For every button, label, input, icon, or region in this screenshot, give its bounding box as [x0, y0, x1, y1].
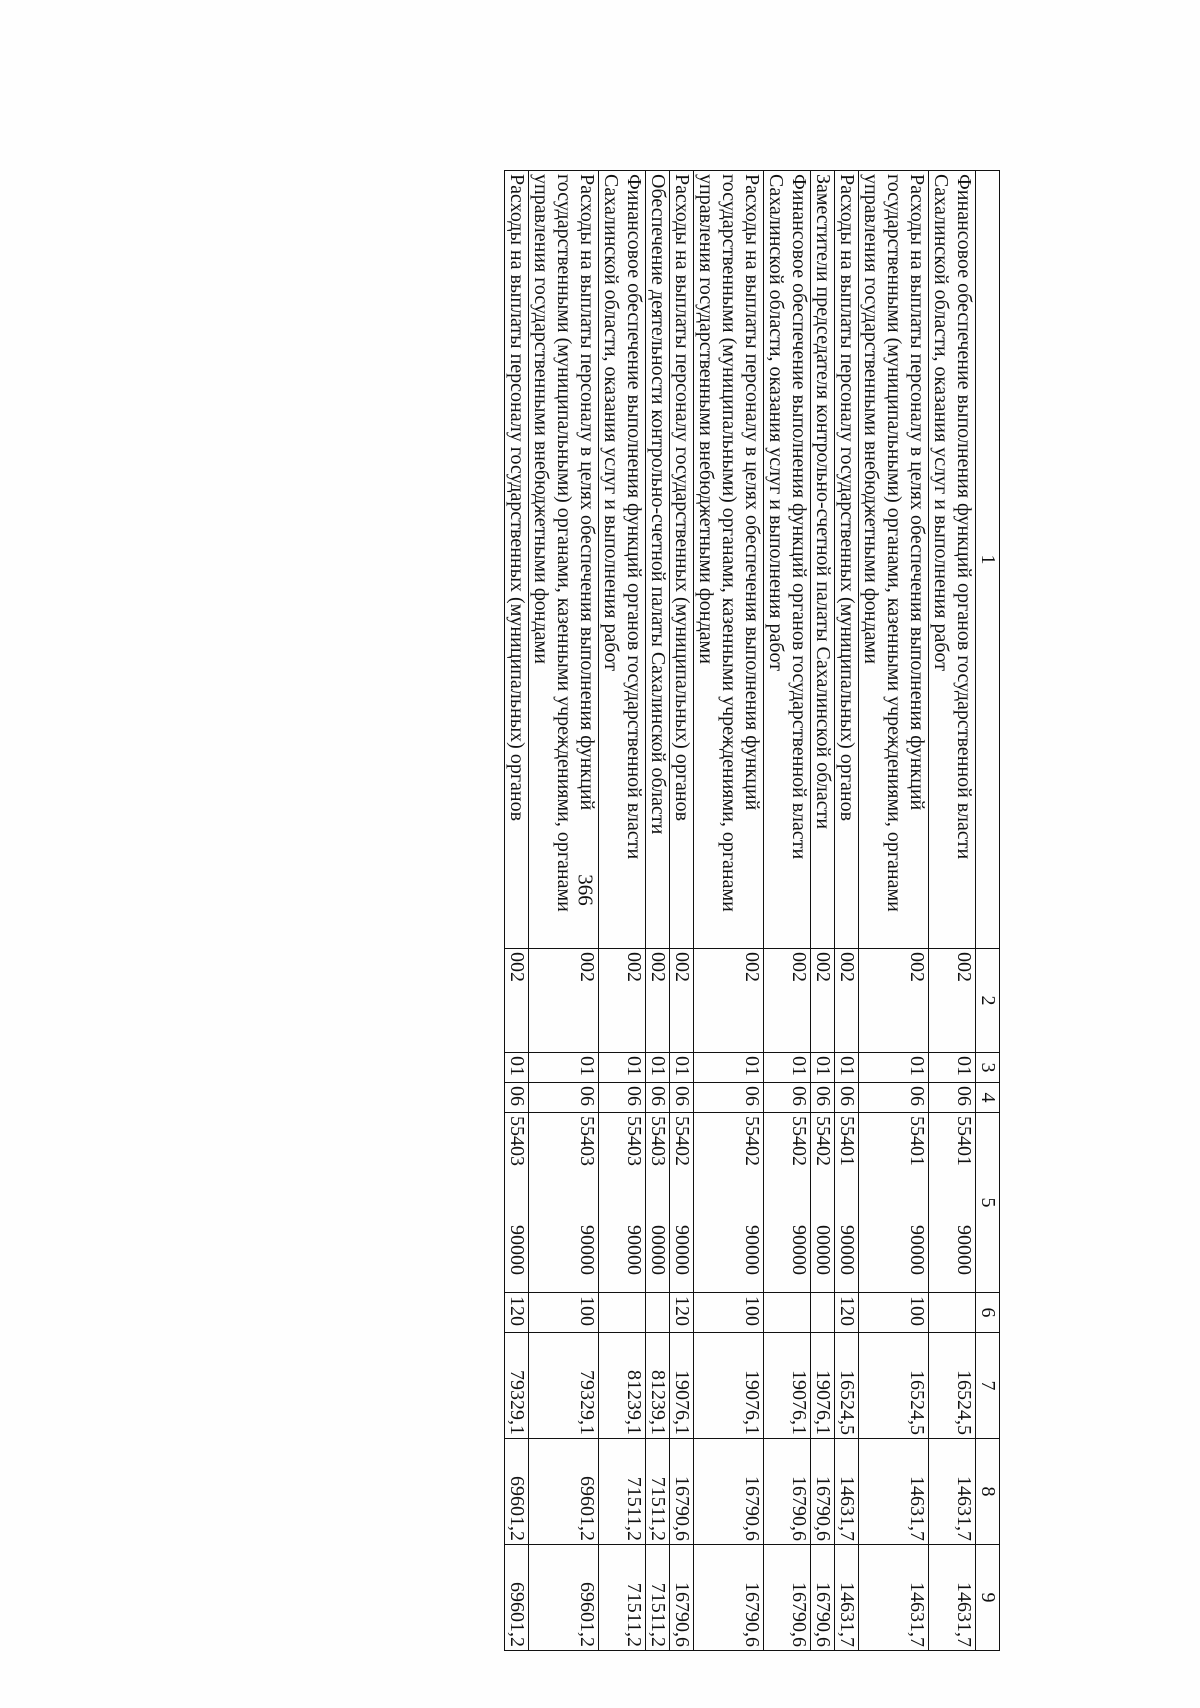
expense-type-cell: 100 [694, 1293, 764, 1333]
row-name-cell: Расходы на выплаты персоналу в целях обеспечения выполнения функций государственными (муниципальными) органами, казенными учреждениями, органами управления государственными внебюджетными фондами [859, 171, 929, 949]
row-name-cell: Расходы на выплаты персоналу в целях обеспечения выполнения функций государственными (муниципальными) органами, казенными учреждениями, органами управления государственными внебюджетными фондами [694, 171, 764, 949]
table-row [599, 171, 646, 1651]
program-code: 55401 [953, 1116, 975, 1166]
amount-year2-cell: 71511,2 [599, 1439, 646, 1545]
direction-code: 00000 [647, 1225, 669, 1275]
subsection-code-cell: 06 [764, 1083, 811, 1113]
program-code-cell [505, 1113, 529, 1293]
section-code-cell: 01 [835, 1053, 859, 1083]
amount-year3-cell: 14631,7 [929, 1545, 976, 1651]
ministry-code-cell: 002 [529, 949, 599, 1053]
amount-year3-cell: 71511,2 [599, 1545, 646, 1651]
amount-year1-cell: 79329,1 [529, 1333, 599, 1439]
ministry-code-cell: 002 [505, 949, 529, 1053]
section-code-cell: 01 [764, 1053, 811, 1083]
program-code: 55403 [623, 1116, 645, 1166]
amount-year3-cell: 14631,7 [859, 1545, 929, 1651]
header-row [976, 171, 1000, 1651]
row-name-cell: Расходы на выплаты персоналу в целях обеспечения выполнения функций государственными (муниципальными) органами, казенными учреждениями, органами управления государственными внебюджетными фондами [529, 171, 599, 949]
amount-year2-cell: 69601,2 [505, 1439, 529, 1545]
subsection-code-cell: 06 [529, 1083, 599, 1113]
row-name-cell: Расходы на выплаты персоналу государственных (муниципальных) органов [505, 171, 529, 949]
program-code-cell [646, 1113, 670, 1293]
table-row [764, 171, 811, 1651]
expense-type-cell [764, 1293, 811, 1333]
expense-type-cell: 100 [859, 1293, 929, 1333]
rotated-table-wrapper [45, 170, 1000, 1650]
table-row [529, 171, 599, 1651]
amount-year1-cell: 19076,1 [670, 1333, 694, 1439]
table-row [811, 171, 835, 1651]
program-code-cell [694, 1113, 764, 1293]
amount-year3-cell: 69601,2 [529, 1545, 599, 1651]
amount-year1-cell: 79329,1 [505, 1333, 529, 1439]
program-code-cell [670, 1113, 694, 1293]
subsection-code-cell: 06 [694, 1083, 764, 1113]
table-row [505, 171, 529, 1651]
amount-year3-cell: 16790,6 [764, 1545, 811, 1651]
ministry-code-cell: 002 [835, 949, 859, 1053]
ministry-code-cell: 002 [670, 949, 694, 1053]
subsection-code-cell: 06 [646, 1083, 670, 1113]
column-header: 9 [976, 1545, 1000, 1651]
expense-type-cell [599, 1293, 646, 1333]
program-code: 55401 [836, 1116, 858, 1166]
amount-year1-cell: 16524,5 [835, 1333, 859, 1439]
program-code: 55402 [671, 1116, 693, 1166]
section-code-cell: 01 [694, 1053, 764, 1083]
subsection-code-cell: 06 [505, 1083, 529, 1113]
column-header: 1 [976, 171, 1000, 949]
section-code-cell: 01 [505, 1053, 529, 1083]
program-code: 55403 [576, 1116, 598, 1166]
program-code-cell [811, 1113, 835, 1293]
amount-year1-cell: 19076,1 [694, 1333, 764, 1439]
amount-year2-cell: 16790,6 [811, 1439, 835, 1545]
ministry-code-cell: 002 [764, 949, 811, 1053]
expense-type-cell: 100 [529, 1293, 599, 1333]
program-code: 55402 [788, 1116, 810, 1166]
amount-year1-cell: 16524,5 [859, 1333, 929, 1439]
program-code-cell [764, 1113, 811, 1293]
ministry-code-cell: 002 [859, 949, 929, 1053]
direction-code: 90000 [836, 1225, 858, 1275]
expense-type-cell: 120 [505, 1293, 529, 1333]
program-code-cell [859, 1113, 929, 1293]
subsection-code-cell: 06 [859, 1083, 929, 1113]
amount-year2-cell: 71511,2 [646, 1439, 670, 1545]
amount-year3-cell: 71511,2 [646, 1545, 670, 1651]
row-name-cell: Заместители председателя контрольно-счетной палаты Сахалинской области [811, 171, 835, 949]
section-code-cell: 01 [646, 1053, 670, 1083]
table-row [670, 171, 694, 1651]
amount-year2-cell: 14631,7 [859, 1439, 929, 1545]
table-body [505, 171, 976, 1651]
amount-year2-cell: 14631,7 [929, 1439, 976, 1545]
subsection-code-cell: 06 [599, 1083, 646, 1113]
amount-year2-cell: 16790,6 [694, 1439, 764, 1545]
section-code-cell: 01 [859, 1053, 929, 1083]
section-code-cell: 01 [929, 1053, 976, 1083]
ministry-code-cell: 002 [599, 949, 646, 1053]
table-row [646, 171, 670, 1651]
row-name-cell: Финансовое обеспечение выполнения функций органов государственной власти Сахалинской области, оказания услуг и выполнения работ [764, 171, 811, 949]
amount-year1-cell: 19076,1 [811, 1333, 835, 1439]
ministry-code-cell: 002 [929, 949, 976, 1053]
program-code: 55402 [741, 1116, 763, 1166]
row-name-cell: Обеспечение деятельности контрольно-счетной палаты Сахалинской области [646, 171, 670, 949]
amount-year2-cell: 69601,2 [529, 1439, 599, 1545]
section-code-cell: 01 [811, 1053, 835, 1083]
amount-year1-cell: 81239,1 [599, 1333, 646, 1439]
program-code-cell [929, 1113, 976, 1293]
column-header: 2 [976, 949, 1000, 1053]
direction-code: 90000 [953, 1225, 975, 1275]
direction-code: 90000 [788, 1225, 810, 1275]
direction-code: 90000 [506, 1225, 528, 1275]
amount-year2-cell: 16790,6 [670, 1439, 694, 1545]
subsection-code-cell: 06 [835, 1083, 859, 1113]
amount-year3-cell: 16790,6 [670, 1545, 694, 1651]
subsection-code-cell: 06 [811, 1083, 835, 1113]
row-name-cell: Расходы на выплаты персоналу государственных (муниципальных) органов [835, 171, 859, 949]
row-name-cell: Расходы на выплаты персоналу государственных (муниципальных) органов [670, 171, 694, 949]
program-code: 55401 [906, 1116, 928, 1166]
expense-type-cell: 120 [835, 1293, 859, 1333]
program-code-cell [599, 1113, 646, 1293]
expense-type-cell [811, 1293, 835, 1333]
amount-year1-cell: 16524,5 [929, 1333, 976, 1439]
row-name-cell: Финансовое обеспечение выполнения функций органов государственной власти Сахалинской области, оказания услуг и выполнения работ [929, 171, 976, 949]
direction-code: 90000 [741, 1225, 763, 1275]
amount-year2-cell: 14631,7 [835, 1439, 859, 1545]
row-name-cell: Финансовое обеспечение выполнения функций органов государственной власти Сахалинской области, оказания услуг и выполнения работ [599, 171, 646, 949]
program-code: 55403 [647, 1116, 669, 1166]
column-header: 6 [976, 1293, 1000, 1333]
amount-year3-cell: 14631,7 [835, 1545, 859, 1651]
section-code-cell: 01 [599, 1053, 646, 1083]
direction-code: 90000 [671, 1225, 693, 1275]
direction-code: 90000 [576, 1225, 598, 1275]
expense-type-cell [929, 1293, 976, 1333]
budget-table [504, 170, 1000, 1651]
ministry-code-cell: 002 [694, 949, 764, 1053]
subsection-code-cell: 06 [929, 1083, 976, 1113]
table-row [929, 171, 976, 1651]
column-header: 4 [976, 1083, 1000, 1113]
program-code: 55402 [812, 1116, 834, 1166]
program-code: 55403 [506, 1116, 528, 1166]
amount-year3-cell: 16790,6 [694, 1545, 764, 1651]
table-row [859, 171, 929, 1651]
amount-year3-cell: 69601,2 [505, 1545, 529, 1651]
program-code-cell [529, 1113, 599, 1293]
ministry-code-cell: 002 [811, 949, 835, 1053]
expense-type-cell [646, 1293, 670, 1333]
section-code-cell: 01 [529, 1053, 599, 1083]
direction-code: 90000 [623, 1225, 645, 1275]
expense-type-cell: 120 [670, 1293, 694, 1333]
subsection-code-cell: 06 [670, 1083, 694, 1113]
table-row [694, 171, 764, 1651]
direction-code: 90000 [906, 1225, 928, 1275]
amount-year1-cell: 19076,1 [764, 1333, 811, 1439]
section-code-cell: 01 [670, 1053, 694, 1083]
table-row [835, 171, 859, 1651]
page-number: 366 [573, 874, 598, 906]
program-code-cell [835, 1113, 859, 1293]
ministry-code-cell: 002 [646, 949, 670, 1053]
amount-year2-cell: 16790,6 [764, 1439, 811, 1545]
column-header: 8 [976, 1439, 1000, 1545]
amount-year3-cell: 16790,6 [811, 1545, 835, 1651]
column-header: 3 [976, 1053, 1000, 1083]
direction-code: 00000 [812, 1225, 834, 1275]
column-header: 7 [976, 1333, 1000, 1439]
column-header: 5 [976, 1113, 1000, 1293]
amount-year1-cell: 81239,1 [646, 1333, 670, 1439]
